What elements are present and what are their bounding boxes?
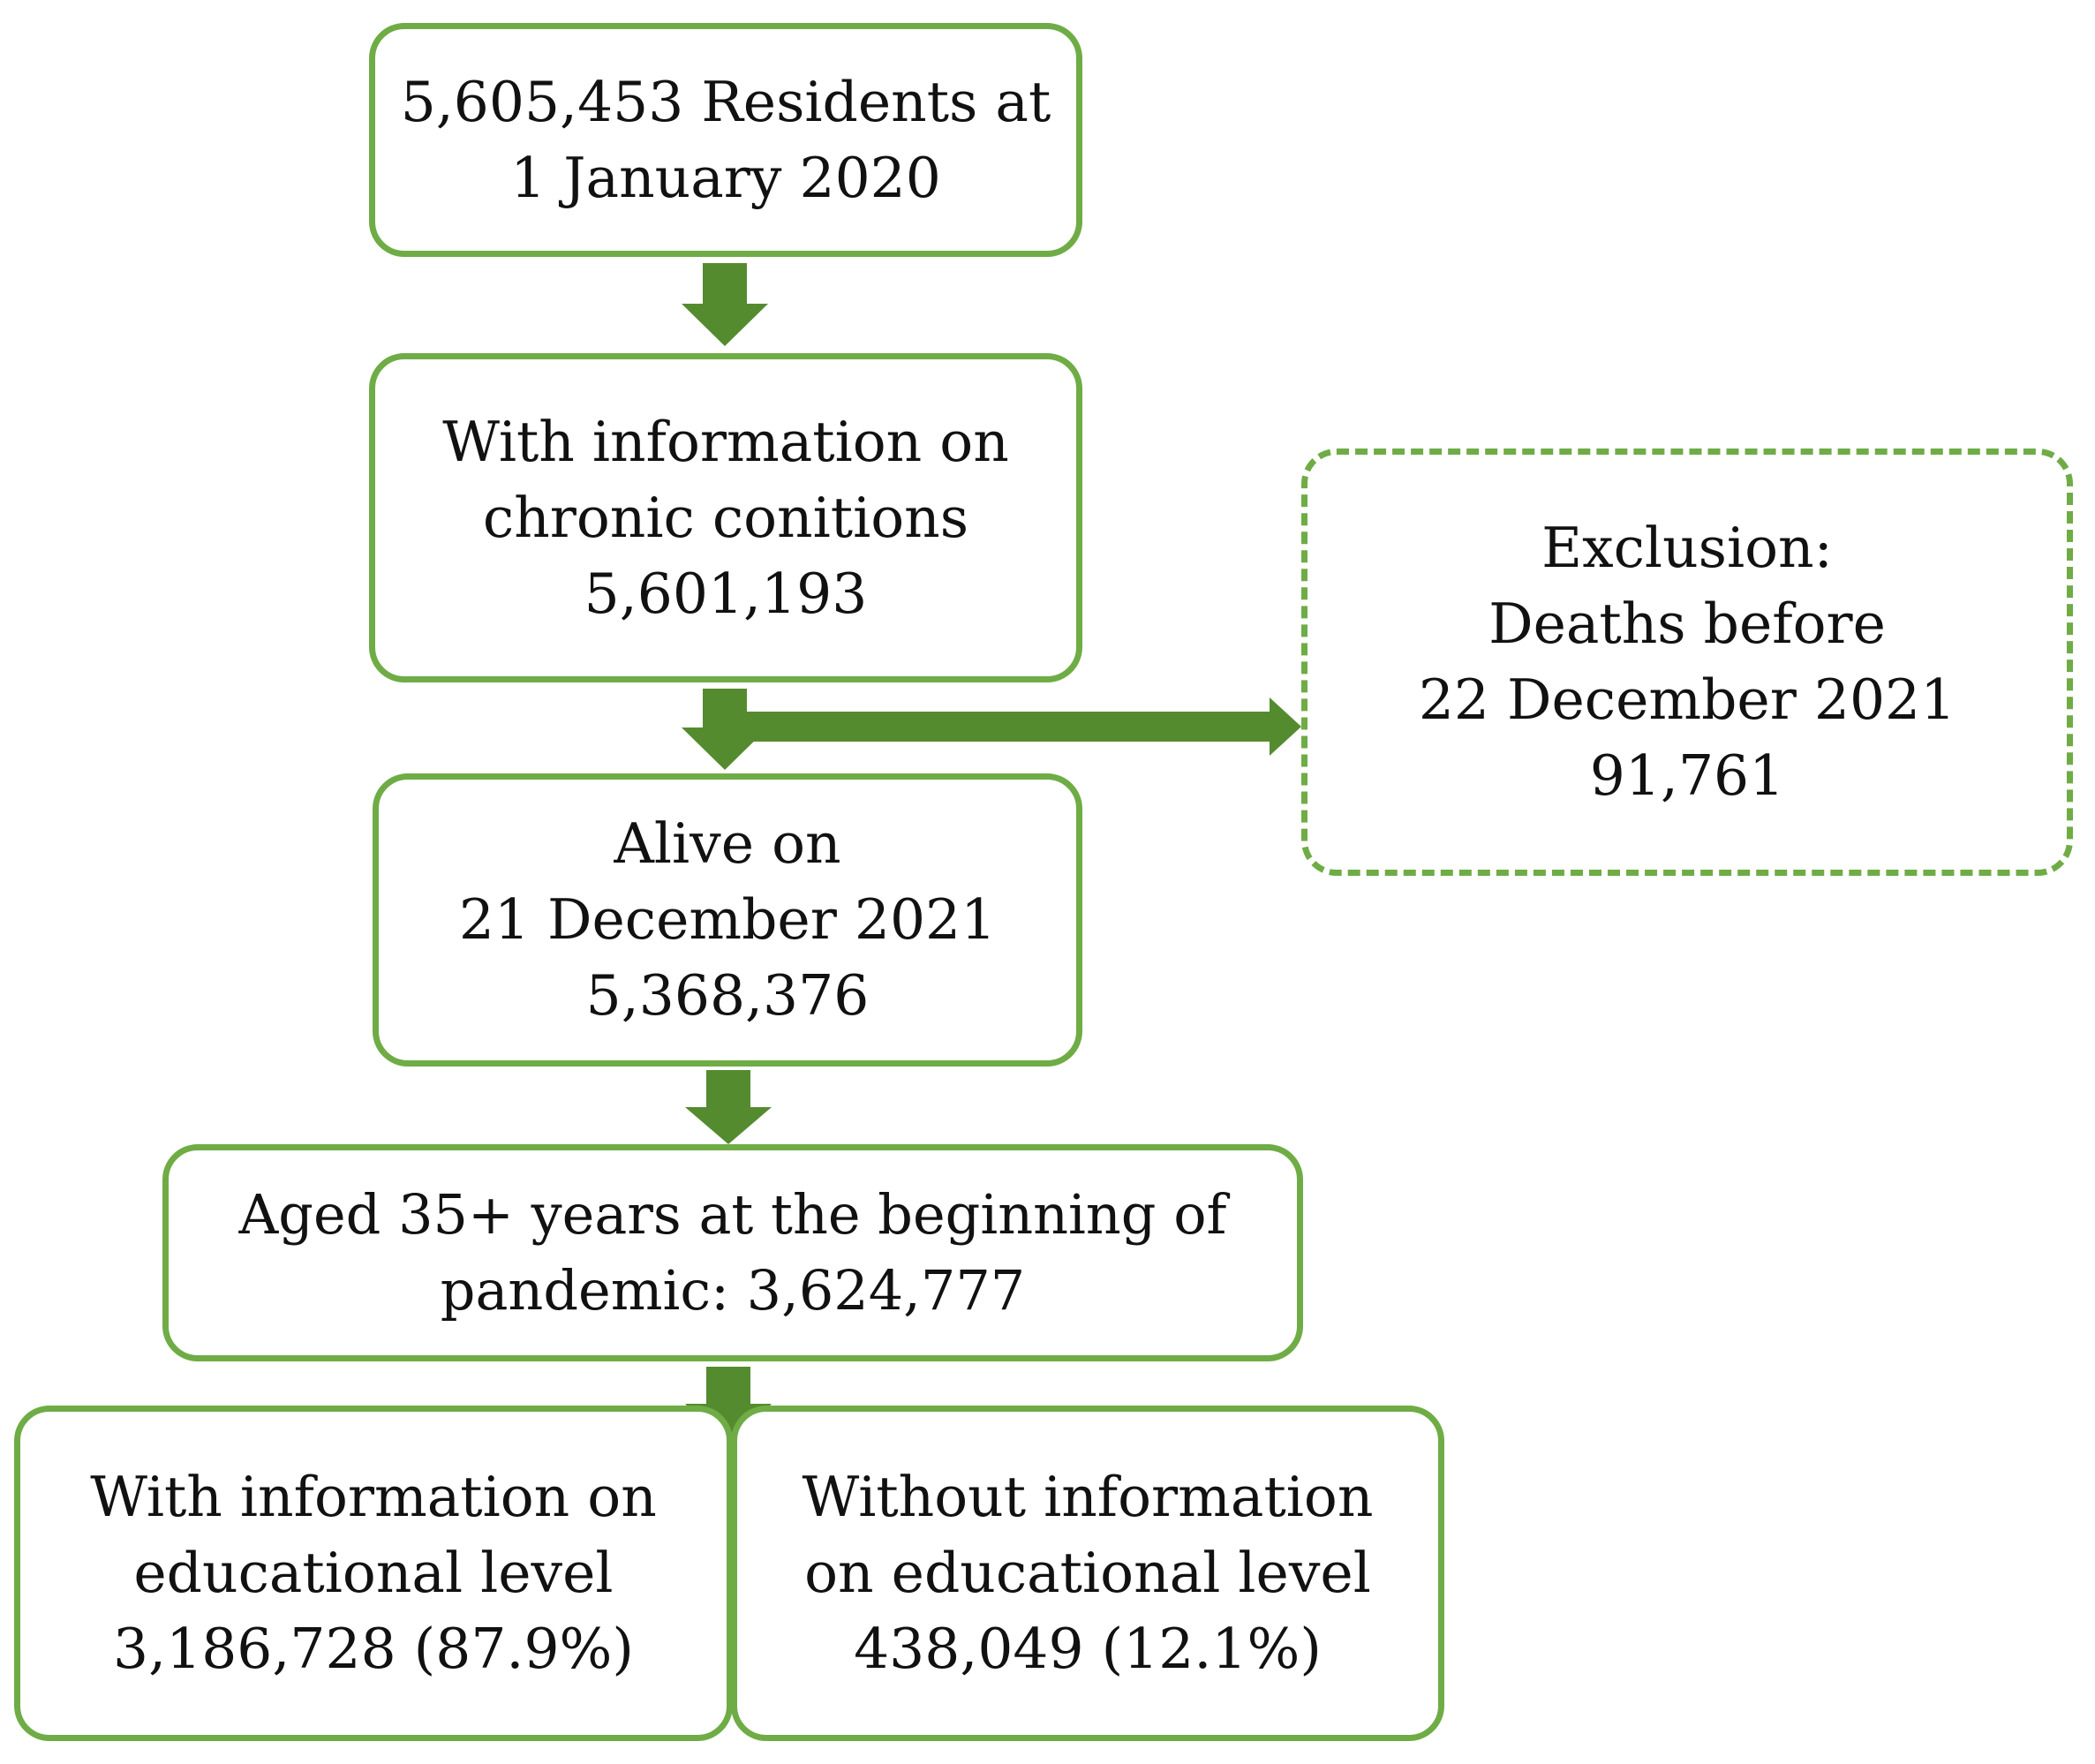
residents-line-1: 5,605,453 Residents at: [400, 69, 1051, 134]
alive-line-1: Alive on: [614, 811, 841, 876]
box-alive: [373, 773, 1082, 1067]
exclusion-line-1: Exclusion:: [1541, 516, 1833, 580]
exclusion-line-4: 91,761: [1589, 743, 1785, 808]
box-without-education: [731, 1406, 1444, 1741]
with-edu-line-1: With information on: [90, 1465, 657, 1529]
chronic-line-1: With information on: [442, 409, 1009, 474]
alive-line-3: 5,368,376: [585, 963, 870, 1028]
box-residents: [369, 23, 1082, 257]
chronic-line-3: 5,601,193: [584, 561, 868, 626]
with-edu-line-2: educational level: [133, 1541, 614, 1605]
aged-line-1: Aged 35+ years at the beginning of: [238, 1182, 1227, 1247]
box-chronic-conditions: [369, 353, 1082, 682]
with-edu-line-3: 3,186,728 (87.9%): [113, 1617, 634, 1681]
exclusion-line-2: Deaths before: [1488, 592, 1886, 656]
arrow-alive-to-aged: [685, 1070, 772, 1144]
arrow-to-exclusion: [747, 697, 1301, 756]
alive-line-2: 21 December 2021: [458, 887, 997, 952]
arrow-residents-to-chronic: [682, 263, 768, 346]
without-edu-line-3: 438,049 (12.1%): [854, 1617, 1322, 1681]
residents-line-2: 1 January 2020: [510, 145, 941, 210]
box-exclusion: [1301, 449, 2073, 876]
box-with-education: [14, 1406, 733, 1741]
box-aged-35-plus: [162, 1144, 1303, 1361]
aged-line-2: pandemic: 3,624,777: [440, 1258, 1026, 1323]
chronic-line-2: chronic conitions: [482, 485, 969, 550]
without-edu-line-1: Without information: [802, 1465, 1374, 1529]
without-edu-line-2: on educational level: [804, 1541, 1371, 1605]
exclusion-line-3: 22 December 2021: [1418, 667, 1956, 732]
